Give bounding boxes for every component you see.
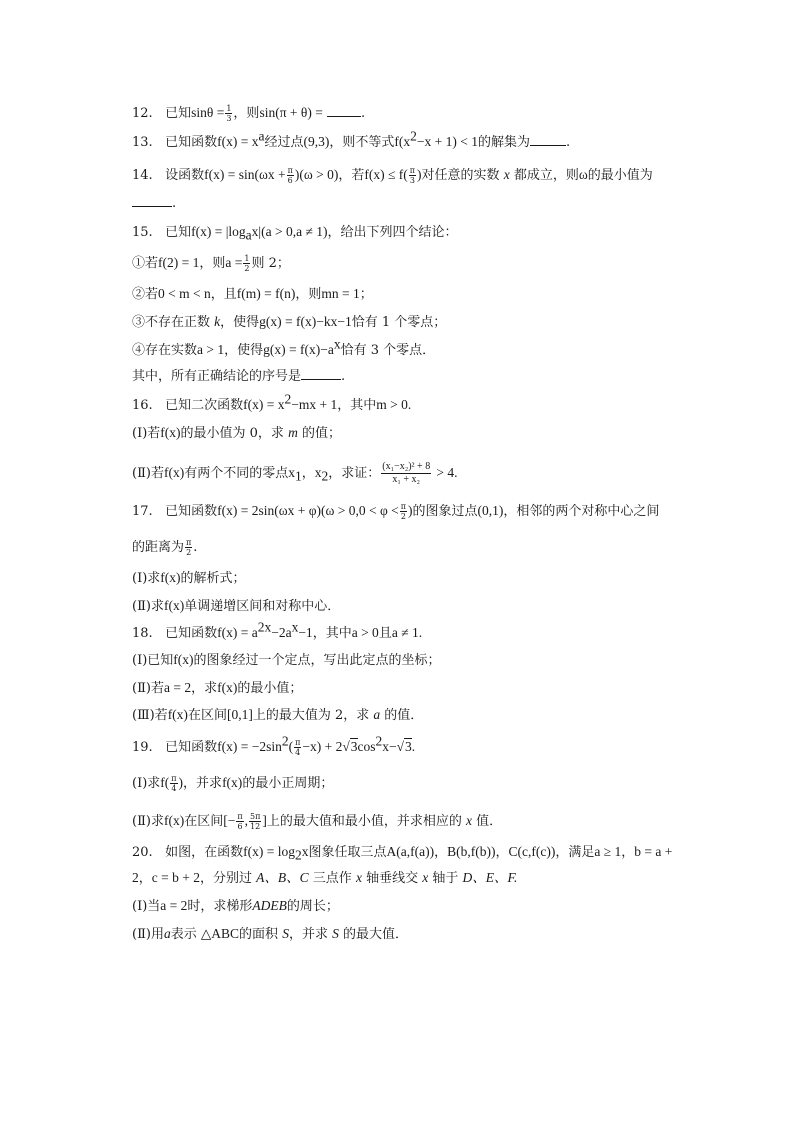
math: f(x) — [160, 570, 181, 585]
math: −x) + 2 — [302, 739, 343, 754]
superscript: 2x — [257, 619, 272, 635]
fraction — [294, 738, 301, 757]
math: ) — [417, 167, 422, 182]
text: 设函数 — [165, 168, 205, 183]
text: ，并求 — [183, 776, 223, 791]
numerator: 1 — [226, 104, 232, 113]
text: ，且 — [210, 287, 237, 302]
problem-18-part-1 — [132, 652, 441, 669]
problem-number: 16. — [132, 398, 153, 413]
math: c = b + 2 — [151, 870, 200, 885]
superscript: 2 — [375, 733, 383, 749]
fraction — [287, 166, 294, 185]
math: f(x) ≤ f( — [364, 167, 408, 182]
text: 表示 — [170, 927, 197, 942]
math: −1 — [298, 625, 313, 640]
denominator: 12 — [250, 822, 261, 831]
problem-17 — [132, 502, 659, 521]
math: (9,3) — [303, 134, 330, 149]
problem-15 — [132, 224, 458, 241]
variable: D、E、F. — [462, 870, 518, 885]
variable: ADEB — [252, 898, 287, 913]
fraction — [225, 104, 232, 123]
text: 图象任取三点 — [308, 845, 387, 860]
problem-19-part-1 — [132, 774, 333, 793]
math: f(x) — [167, 707, 188, 722]
text: 对任意的实数 — [421, 168, 500, 183]
text: 单调递增区间和对称中心． — [184, 599, 341, 614]
text: . — [341, 369, 346, 384]
math: ) — [178, 775, 184, 790]
math: ( — [288, 739, 294, 754]
text: (Ⅱ)用 — [132, 927, 164, 942]
text: ，分别过 — [200, 871, 253, 886]
denominator: 3 — [409, 176, 415, 185]
math: f(x) — [163, 813, 185, 828]
problem-20 — [132, 844, 672, 861]
text: ，则 — [199, 256, 226, 271]
problem-number: 14. — [132, 168, 153, 183]
math: f(x) = 2sin(ωx + φ)(ω > 0,0 < φ < — [217, 503, 399, 518]
problem-20-part-1 — [132, 898, 339, 915]
text: ，相邻的两个对称中心之间 — [503, 504, 660, 519]
math: f(x) — [173, 652, 194, 667]
math: ] — [262, 813, 267, 828]
math: △ABC — [200, 926, 240, 941]
variable: a — [163, 926, 171, 941]
text: ， — [621, 845, 635, 860]
text: ，满足 — [555, 845, 595, 860]
text: ，若 — [338, 168, 365, 183]
math: f(x) = sin(ωx + — [204, 167, 286, 182]
numerator: π — [295, 738, 301, 747]
problem-number: 17. — [132, 504, 153, 519]
math: ) — [408, 503, 413, 518]
text: 轴于 — [432, 871, 459, 886]
math: , — [244, 813, 248, 828]
denominator: 3 — [226, 114, 232, 123]
text: 的最小值为 — [587, 168, 653, 183]
math: (0,1) — [477, 503, 504, 518]
math: a = 2 — [160, 898, 188, 913]
math: f(x) = a — [217, 625, 258, 640]
math: B(b,f(b)) — [447, 844, 496, 859]
problem-13 — [132, 128, 571, 151]
text: ，其中 — [337, 398, 377, 413]
problem-18-part-2 — [132, 680, 302, 697]
math: −x + 1) < 1 — [416, 134, 478, 149]
problem-19-part-2 — [132, 812, 502, 831]
text: 都成立，则 — [513, 168, 579, 183]
problem-15-item-4 — [132, 336, 436, 359]
text: (Ⅲ)若 — [132, 708, 168, 723]
text: 轴垂线交 — [366, 871, 419, 886]
math: cos — [357, 739, 376, 754]
text: ， — [434, 845, 448, 860]
math: 2 — [132, 870, 139, 885]
text: ，求证： — [328, 466, 381, 481]
text: 的面积 — [239, 927, 279, 942]
math: [− — [223, 813, 236, 828]
math: x− — [382, 739, 397, 754]
problem-15-item-1 — [132, 254, 290, 273]
denominator: 4 — [295, 748, 301, 757]
text: 时，求梯形 — [187, 899, 253, 914]
denominator: 2 — [400, 512, 406, 521]
math: A(a,f(a)) — [386, 844, 435, 859]
text: 的解集为 — [477, 135, 530, 150]
text: . — [172, 196, 177, 211]
denominator: 2 — [244, 264, 250, 273]
problem-12 — [132, 104, 365, 123]
math: a ≠ 1. — [391, 625, 423, 640]
text: 的最小值； — [237, 681, 303, 696]
text: ； — [359, 287, 373, 302]
math: f(m) = f(n) — [236, 286, 296, 301]
fraction — [185, 538, 192, 557]
text: . — [360, 106, 366, 121]
math: a > 1 — [197, 342, 225, 357]
text: ， — [301, 466, 315, 481]
denominator: 6 — [237, 822, 243, 831]
math: f(2) = 1 — [158, 255, 200, 270]
text: ，则不等式 — [329, 135, 395, 150]
text: 值． — [476, 814, 503, 829]
fraction — [236, 812, 243, 831]
answer-blank — [327, 115, 361, 117]
subscript: 1 — [295, 468, 302, 484]
text: 的值； — [301, 426, 341, 441]
problem-number: 18. — [132, 626, 153, 641]
math: f(x) = −2sin — [217, 739, 282, 754]
math: x — [314, 465, 322, 480]
numerator: π — [186, 538, 192, 547]
math: f(x) = |log — [191, 224, 246, 239]
text: ， — [495, 845, 509, 860]
math: sin(π + θ) = — [259, 105, 323, 120]
problem-15-item-3 — [132, 314, 446, 331]
problem-15-item-2 — [132, 286, 373, 303]
math: ω — [578, 167, 588, 182]
variable: m — [288, 425, 298, 440]
text: 在区间 — [187, 708, 227, 723]
math: sinθ = — [191, 105, 225, 120]
text: (Ⅱ)求 — [132, 599, 164, 614]
text: 已知函数 — [165, 626, 218, 641]
text: 则 2； — [251, 256, 290, 271]
text: 的最大值． — [342, 927, 408, 942]
text: ，使得 — [224, 343, 264, 358]
text: 的最小正周期； — [242, 776, 334, 791]
subscript: 2 — [294, 847, 302, 863]
text: (Ⅱ)求 — [132, 814, 164, 829]
text: (Ⅰ)已知 — [132, 653, 174, 668]
problem-17-part-1 — [132, 570, 246, 587]
superscript: 2 — [410, 128, 417, 144]
text: ③不存在正数 — [132, 315, 211, 330]
math: f(x) — [160, 425, 181, 440]
numerator: π — [400, 502, 407, 511]
answer-blank — [530, 144, 566, 146]
math: −mx + 1 — [291, 397, 338, 412]
math: x|(a > 0,a ≠ 1) — [251, 224, 328, 239]
fraction — [249, 812, 261, 831]
text: 恰有 1 个零点； — [351, 315, 447, 330]
math: . — [411, 739, 416, 754]
math: −2a — [271, 625, 292, 640]
math: f(x) — [163, 465, 185, 480]
fraction — [243, 254, 250, 273]
problem-19 — [132, 733, 416, 757]
problem-16-part-2 — [132, 461, 457, 486]
text: 已知函数 — [165, 135, 218, 150]
variable: x — [466, 813, 473, 828]
math: g(x) = f(x)−kx−1 — [259, 314, 352, 329]
text: 的最小值为 0，求 — [180, 426, 284, 441]
numerator: 1 — [244, 254, 250, 263]
problem-number: 13. — [132, 135, 153, 150]
text: 经过点 — [264, 135, 304, 150]
problem-number: 12. — [132, 106, 153, 121]
numerator: π — [171, 774, 177, 783]
text: 已知函数 — [165, 740, 218, 755]
text: (Ⅱ)若 — [132, 681, 164, 696]
math: m > 0. — [376, 397, 412, 412]
text: ，给出下列四个结论： — [327, 225, 458, 240]
variable: S — [332, 926, 339, 941]
math: [0,1] — [226, 707, 253, 722]
problem-20-part-2 — [132, 926, 408, 943]
text: 恰有 3 个零点． — [340, 343, 436, 358]
math: g(x) = f(x)−a — [263, 342, 334, 357]
math: x — [301, 844, 309, 859]
text: 已知二次函数 — [165, 398, 244, 413]
math: f(x) = x — [243, 397, 285, 412]
text: ，并求 — [288, 927, 328, 942]
text: (Ⅱ)若 — [132, 466, 164, 481]
problem-17-line-2 — [132, 538, 197, 557]
text: 的图象过点 — [412, 504, 478, 519]
text: . — [565, 135, 571, 150]
variable: S — [282, 926, 289, 941]
math: f(x) — [163, 598, 185, 613]
text: 上的最大值为 2，求 — [252, 708, 370, 723]
math: mn = 1 — [321, 286, 360, 301]
superscript: x — [333, 336, 341, 352]
superscript: 2 — [284, 391, 292, 407]
fraction — [400, 502, 407, 521]
math: f(x) — [217, 680, 238, 695]
text: 的距离为 — [132, 540, 185, 555]
math: b = a + — [634, 844, 673, 859]
variable: a — [373, 707, 381, 722]
sqrt-sign: √ — [396, 739, 405, 754]
text: ，则 — [295, 287, 322, 302]
text: 已知 — [165, 106, 192, 121]
problem-18 — [132, 619, 423, 642]
text: 的周长； — [286, 899, 339, 914]
math: f(x) — [222, 775, 243, 790]
text: (Ⅰ)当 — [132, 899, 161, 914]
text: ，使得 — [220, 315, 260, 330]
denominator: 4 — [171, 784, 177, 793]
superscript: 2 — [281, 733, 289, 749]
text: 已知 — [165, 225, 192, 240]
problem-16-part-1 — [132, 425, 341, 442]
text: 在区间 — [184, 814, 224, 829]
math: a = 2 — [163, 680, 192, 695]
problem-14-blank-line — [132, 196, 176, 212]
text: 上的最大值和最小值，并求相应的 — [266, 814, 462, 829]
text: ，其中 — [312, 626, 352, 641]
denominator: 6 — [287, 176, 293, 185]
math: f(x) = x — [217, 134, 259, 149]
problem-number: 15. — [132, 225, 153, 240]
problem-14 — [132, 166, 653, 185]
text: 的值． — [384, 708, 424, 723]
text: 的图象经过一个定点，写出此定点的坐标； — [193, 653, 441, 668]
text: (Ⅰ)若 — [132, 426, 161, 441]
subscript: a — [245, 227, 252, 243]
denominator: x₁ + x₂ — [392, 474, 421, 485]
answer-blank — [301, 378, 341, 380]
text: ④存在实数 — [132, 343, 198, 358]
fraction — [170, 774, 177, 793]
radicand: 3 — [350, 739, 358, 754]
variable: k — [214, 314, 221, 329]
text: 其中，所有正确结论的序号是 — [132, 369, 302, 384]
text: (Ⅰ)求 — [132, 776, 161, 791]
denominator: 2 — [186, 548, 192, 557]
answer-blank — [132, 205, 172, 207]
text: ，求 — [191, 681, 218, 696]
problem-17-part-2 — [132, 598, 340, 615]
problem-number: 20. — [132, 845, 153, 860]
math: C(c,f(c)) — [508, 844, 556, 859]
math: a = — [225, 255, 243, 270]
text: (Ⅰ)求 — [132, 571, 161, 586]
variable: x — [422, 870, 429, 885]
superscript: x — [291, 619, 299, 635]
variable: x — [355, 870, 362, 885]
problem-15-question — [132, 369, 345, 385]
numerator: π — [287, 166, 293, 175]
fraction — [409, 166, 416, 185]
math: f(x) = log — [243, 844, 295, 859]
text: 的解析式； — [180, 571, 246, 586]
text: 且 — [378, 626, 392, 641]
superscript: a — [258, 128, 265, 144]
math: 0 < m < n — [158, 286, 211, 301]
text: 有两个不同的零点 — [184, 466, 289, 481]
math: )(ω > 0) — [294, 167, 339, 182]
text: 如图，在函数 — [165, 845, 244, 860]
math: x — [288, 465, 295, 480]
text: . — [193, 540, 198, 555]
problem-18-part-3 — [132, 707, 423, 724]
subscript: 2 — [321, 468, 329, 484]
text: ，则 — [233, 106, 260, 121]
numerator: π — [237, 812, 243, 821]
numerator: π — [409, 166, 416, 175]
numerator: 5π — [250, 812, 261, 821]
numerator: (x₁−x₂)² + 8 — [382, 461, 431, 472]
sqrt-sign: √ — [342, 739, 350, 754]
text: ②若 — [132, 287, 159, 302]
text: 三点作 — [312, 871, 352, 886]
problem-number: 19. — [132, 740, 153, 755]
problem-20-line-2 — [132, 870, 517, 887]
math: > 4. — [436, 465, 458, 480]
variable: A、B、C — [256, 870, 309, 885]
fraction — [381, 461, 431, 486]
variable: x — [503, 167, 510, 182]
math: f(x — [394, 134, 411, 149]
math: a > 0 — [351, 625, 379, 640]
math: f( — [160, 775, 170, 790]
problem-16 — [132, 391, 412, 414]
text: ①若 — [132, 256, 159, 271]
text: ， — [138, 871, 152, 886]
math: a ≥ 1 — [594, 844, 622, 859]
text: 已知函数 — [165, 504, 218, 519]
radicand: 3 — [405, 739, 412, 754]
